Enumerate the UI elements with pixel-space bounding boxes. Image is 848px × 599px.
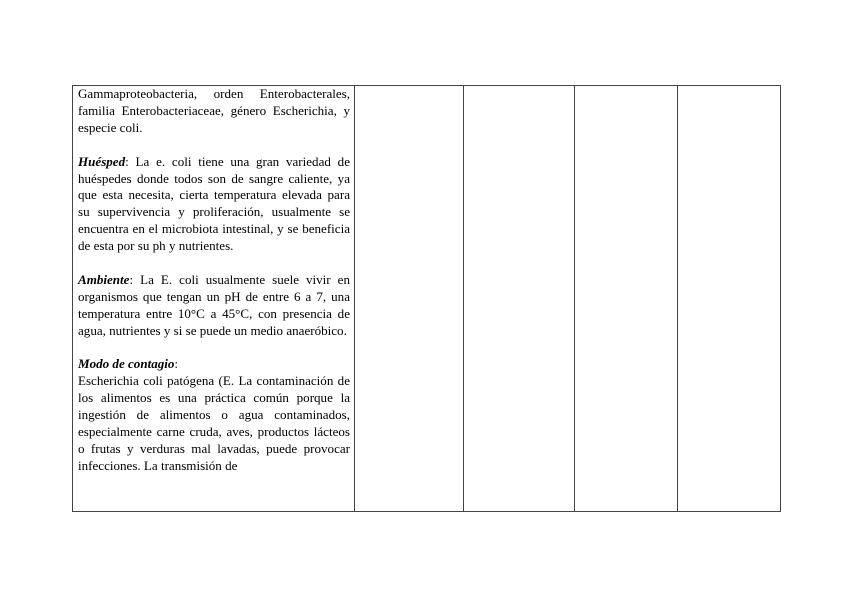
document-table	[72, 85, 781, 512]
environment-text: : La E. coli usualmente suele vivir en organismos que tengan un pH de entre 6 a 7, una temperatura entre 10°C a 45°C, con presencia de agua, nutrientes y si se puede un medio anaeróbico.	[78, 271, 350, 338]
contagion-paragraph: Escherichia coli patógena (E. La contaminación de los alimentos es una práctica común porque la ingestión de alimentos o agua contaminados, especialmente carne cruda, aves, productos lácteos o frutas y verduras mal lavadas, puede provocar infecciones. La transmisión de	[78, 373, 350, 473]
classification-paragraph: Gammaproteobacteria, orden Enterobacterales, familia Enterobacteriaceae, género Escherichia, y especie coli.	[78, 86, 350, 135]
table-cell-empty	[355, 86, 464, 512]
environment-paragraph	[78, 272, 350, 340]
environment-term: Ambiente	[78, 271, 130, 287]
paragraph-spacer	[78, 340, 350, 357]
table-row	[73, 86, 781, 512]
paragraph-spacer	[78, 255, 350, 272]
table-cell-empty	[678, 86, 781, 512]
paragraph-spacer	[78, 137, 350, 154]
cell-content	[73, 86, 354, 511]
contagion-colon: :	[174, 356, 179, 372]
host-text: : La e. coli tiene una gran variedad de huéspedes donde todos son de sangre caliente, ya que esta necesita, cierta temperatura elevada para su supervivencia y proliferación, usualmente se encuentra en el microbiota intestinal, y se beneficia de esta por su ph y nutrientes.	[78, 153, 350, 254]
table-cell-text	[73, 86, 355, 512]
contagion-term: Modo de contagio	[78, 356, 175, 372]
table-cell-empty	[575, 86, 678, 512]
host-paragraph	[78, 154, 350, 255]
host-term: Huésped	[78, 153, 126, 169]
table-cell-empty	[464, 86, 575, 512]
contagion-heading	[78, 356, 350, 373]
